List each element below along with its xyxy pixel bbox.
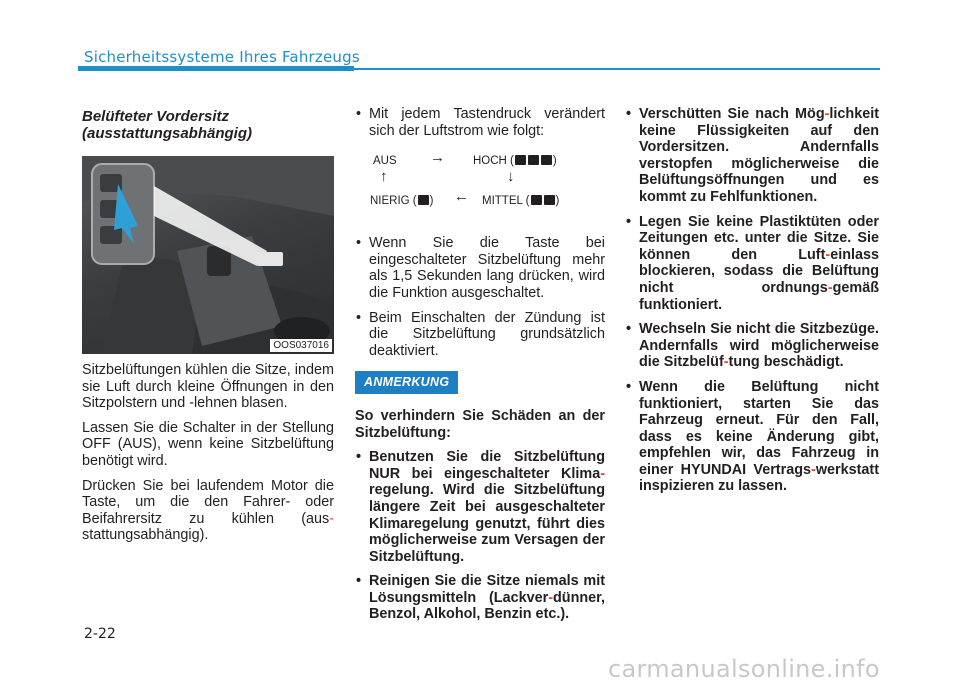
level-low-label: NIERIG ( ) <box>370 195 434 208</box>
watermark: carmanualsonline.info <box>608 655 880 683</box>
note-intro: So verhindern Sie Schäden an der Sitzbelüftung: <box>355 407 605 441</box>
fan-icon <box>544 195 555 205</box>
arrow-right-icon: → <box>430 149 445 167</box>
level-off-label: AUS <box>373 155 397 168</box>
arrow-down-icon: ↓ <box>507 168 515 186</box>
paragraph-2: Lassen Sie die Schalter in der Stellung OFF (AUS), wenn keine Sitzbelüftung benötigt wird. <box>82 419 334 469</box>
arrow-left-icon: ← <box>454 188 469 206</box>
paragraph-1: Sitzbelüftungen kühlen die Sitze, indem sie Luft durch kleine Öffnungen in den Sitzpolstern und -lehnen blasen. <box>82 362 334 412</box>
fan-icon <box>418 195 429 205</box>
level-high-label: HOCH ( ) <box>473 155 557 168</box>
list-item: • Wechseln Sie nicht die Sitzbezüge. Andernfalls wird möglicherweise die Sitzbelüf-tung beschädigt. <box>626 321 879 371</box>
note-badge: ANMERKUNG <box>355 371 458 394</box>
ventilated-seat-photo <box>82 156 334 354</box>
section-heading: Belüfteter Vordersitz (ausstattungsabhängig) <box>82 108 253 142</box>
list-item: • Reinigen Sie die Sitze niemals mit Lösungsmitteln (Lackver-dünner, Benzol, Alkohol, Benzin etc.). <box>356 573 605 623</box>
bullet-list <box>355 235 605 359</box>
list-item: • Verschütten Sie nach Mög-lichkeit keine Flüssigkeiten auf den Vordersitzen. Andernfalls verstopfen möglicherweise die Belüftungsöffnungen und es kommt zu Fehlfunktionen. <box>626 106 879 205</box>
section-title: Sicherheitssysteme Ihres Fahrzeugs <box>84 48 360 66</box>
header-rule <box>354 68 880 70</box>
fan-icon <box>541 155 552 165</box>
arrow-up-icon: ↑ <box>380 168 388 186</box>
list-item: • Mit jedem Tastendruck verändert sich der Luftstrom wie folgt: <box>356 106 605 139</box>
list-item: • Benutzen Sie die Sitzbelüftung NUR bei eingeschalteter Klima-regelung. Wird die Sitzbelüftung längere Zeit bei ausgeschalteter Klimaregelung genutzt, führt dies möglicherweise zum Versagen der Sitzbelüftung. <box>356 449 605 565</box>
header-accent-bar <box>78 66 354 71</box>
page-number: 2-22 <box>84 626 116 642</box>
column-2 <box>355 106 605 631</box>
fan-icon <box>531 195 542 205</box>
list-item: • Wenn Sie die Taste bei eingeschalteter Sitzbelüftung mehr als 1,5 Sekunden lang drücken, wird die Funktion ausgeschaltet. <box>356 235 605 301</box>
level-medium-label: MITTEL ( ) <box>482 195 560 208</box>
column-1 <box>82 108 334 552</box>
column-3 <box>625 106 879 503</box>
bullet-list <box>355 106 605 139</box>
paragraph-3: Drücken Sie bei laufendem Motor die Taste, um die den Fahrer- oder Beifahrersitz zu kühlen (aus-stattungsabhängig). <box>82 477 334 544</box>
list-item: • Legen Sie keine Plastiktüten oder Zeitungen etc. unter die Sitze. Sie können den Luft-einlass blockieren, sodass die Belüftung nicht ordnungs-gemäß funktioniert. <box>626 213 879 313</box>
fan-icon <box>515 155 526 165</box>
fan-icon <box>528 155 539 165</box>
console-illustration <box>82 156 334 354</box>
image-code: OOS037016 <box>270 339 332 352</box>
note-list <box>625 106 879 495</box>
note-list <box>355 449 605 623</box>
list-item: • Wenn die Belüftung nicht funktioniert, starten Sie das Fahrzeug erneut. Für den Fall, dass es keine Änderung gibt, empfehlen wir, das Fahrzeug in einer HYUNDAI Vertrags-werkstatt inspizieren zu lassen. <box>626 378 879 495</box>
list-item: • Beim Einschalten der Zündung ist die Sitzbelüftung grundsätzlich deaktiviert. <box>356 309 605 359</box>
airflow-cycle-diagram <box>355 147 605 229</box>
